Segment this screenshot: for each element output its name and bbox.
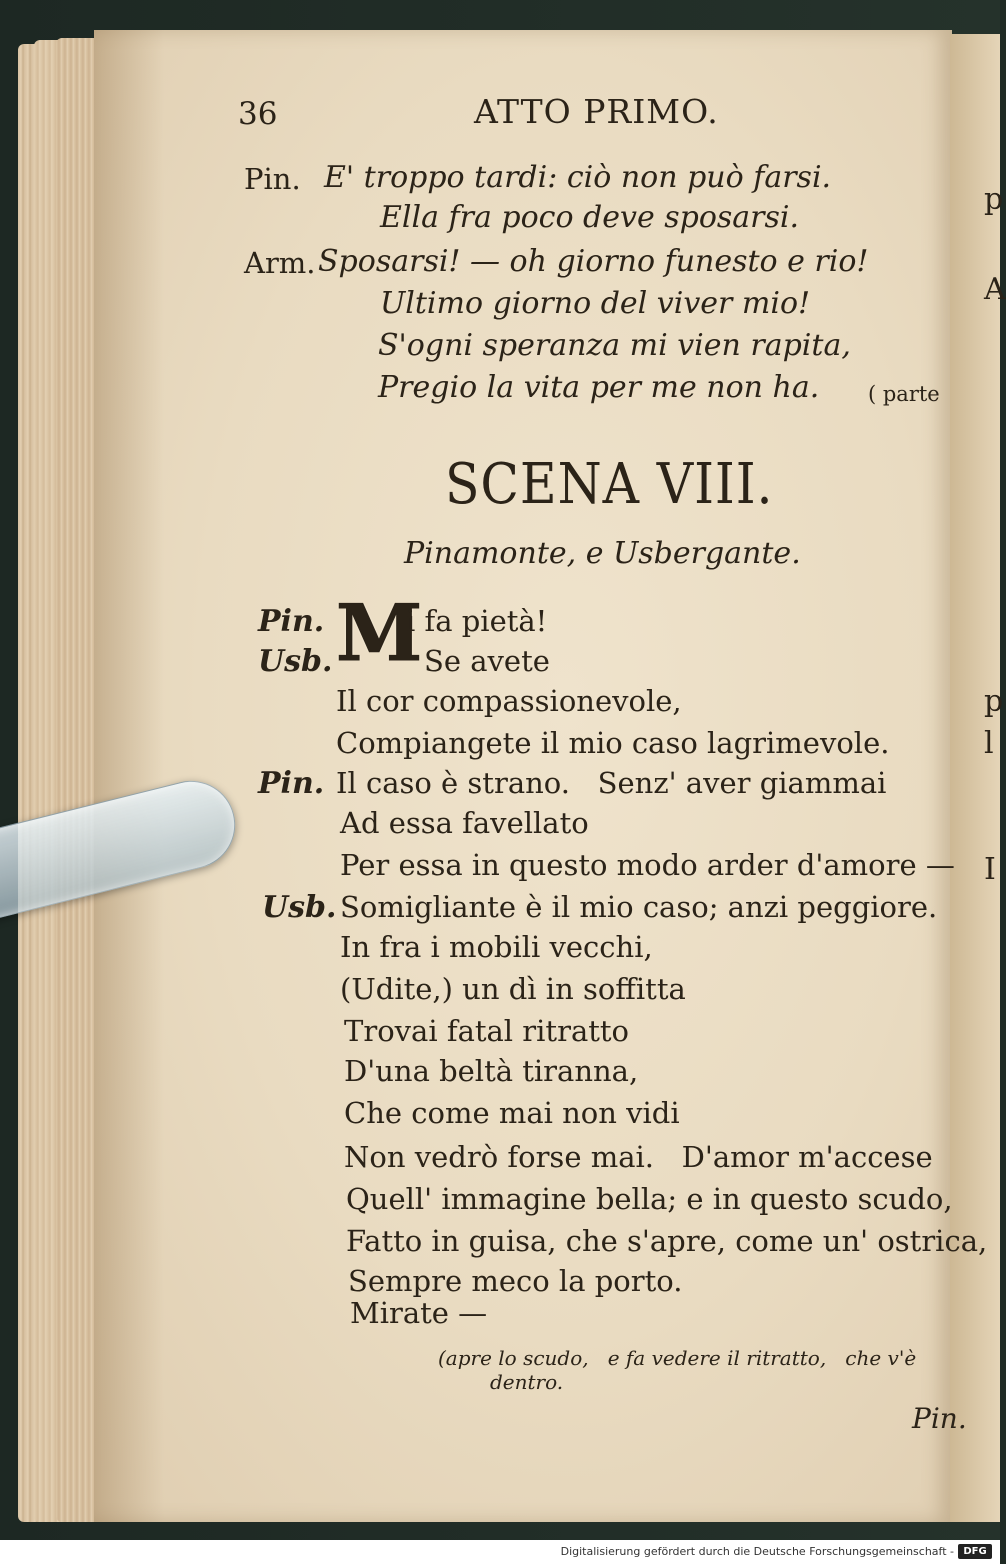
speaker-label: Arm. — [244, 246, 316, 280]
dialogue-line: Ad essa favellato — [340, 806, 589, 840]
verse-line: Ella fra poco deve sposarsi. — [380, 200, 800, 235]
drop-cap: M — [336, 588, 423, 679]
speaker-label: Pin. — [258, 766, 325, 801]
dialogue-line: Compiangete il mio caso lagrimevole. — [336, 726, 890, 760]
dialogue-line: (Udite,) un dì in soffitta — [340, 972, 686, 1006]
dialogue-line: Che come mai non vidi — [344, 1096, 680, 1130]
dialogue-line: Quell' immagine bella; e in questo scudo, — [346, 1182, 953, 1216]
next-page-fragment: l — [984, 726, 994, 761]
verse-line: E' troppo tardi: ciò non può farsi. — [324, 160, 832, 195]
dialogue-line: Non vedrò forse mai. D'amor m'accese — [344, 1140, 933, 1174]
running-title: ATTO PRIMO. — [474, 92, 719, 131]
stage-direction: (apre lo scudo, e fa vedere il ritratto, che v'è — [438, 1346, 917, 1370]
dialogue-line: D'una beltà tiranna, — [344, 1054, 639, 1088]
verse-line: S'ogni speranza mi vien rapita, — [378, 328, 851, 363]
next-page-fragment: I — [984, 852, 996, 887]
dialogue-line: Mirate — — [350, 1296, 488, 1330]
verse-line: Pregio la vita per me non ha. — [378, 370, 820, 405]
dfg-logo: DFG — [958, 1544, 992, 1559]
speaker-label: Pin. — [244, 162, 301, 196]
verse-line: Sposarsi! — oh giorno funesto e rio! — [318, 244, 869, 279]
scene-characters: Pinamonte, e Usbergante. — [404, 536, 801, 571]
dialogue-line: Fatto in guisa, che s'apre, come un' ostrica, — [346, 1224, 988, 1258]
dialogue-line: Sempre meco la porto. — [348, 1264, 683, 1298]
catchword: Pin. — [912, 1402, 967, 1435]
next-page-fragment: p — [984, 182, 1004, 217]
dialogue-line: In fra i mobili vecchi, — [340, 930, 653, 964]
dialogue-line: Trovai fatal ritratto — [344, 1014, 630, 1048]
footer-credit: Digitalisierung gefördert durch die Deutsche Forschungsgemeinschaft - — [560, 1545, 954, 1558]
dialogue-line: i fa pietà! — [406, 604, 548, 638]
next-page-edge — [950, 34, 1006, 1522]
scene-title: SCENA VIII. — [445, 452, 774, 517]
dialogue-line: Il caso è strano. Senz' aver giammai — [336, 766, 887, 800]
next-page-fragment: p — [984, 684, 1004, 719]
dialogue-line: Per essa in questo modo arder d'amore — — [340, 848, 955, 882]
page-number: 36 — [238, 96, 278, 132]
stage-direction: dentro. — [490, 1370, 564, 1394]
dialogue-line: Se avete — [424, 644, 550, 678]
speaker-label: Pin. — [258, 604, 325, 639]
verse-line: Ultimo giorno del viver mio! — [380, 286, 811, 321]
exit-direction: ( parte — [868, 382, 940, 406]
next-page-fragment: A — [984, 272, 1006, 307]
speaker-label: Usb. — [258, 644, 333, 679]
footer-bar — [0, 1540, 1000, 1564]
gutter-shadow — [94, 30, 164, 1522]
dialogue-line: Somigliante è il mio caso; anzi peggiore. — [340, 890, 938, 924]
speaker-label: Usb. — [262, 890, 337, 925]
dialogue-line: Il cor compassionevole, — [336, 684, 682, 718]
